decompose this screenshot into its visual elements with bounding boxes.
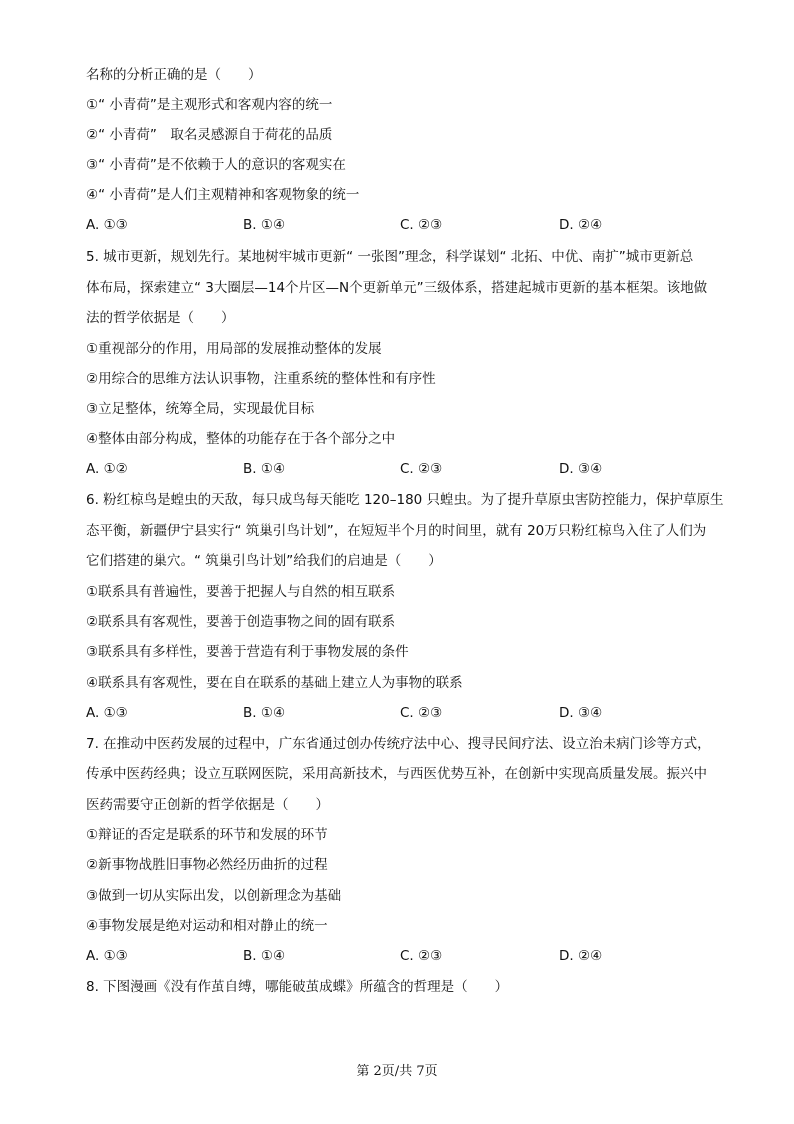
q6-stem-line-2: 态平衡，新疆伊宁县实行“ 筑巢引鸟计划”，在短短半个月的时间里，就有 20万只粉红椋鸟入住了人们为 <box>86 523 707 539</box>
q8-stem-line-1: 8. 下图漫画《没有作茧自缚，哪能破茧成蝶》所蕴含的哲理是（ ） <box>86 979 509 995</box>
q7-option-b: B. ①④ <box>243 948 286 964</box>
q7-stem-line-3: 医药需要守正创新的哲学依据是（ ） <box>86 797 329 813</box>
q6-options <box>86 704 726 722</box>
q5-option-b: B. ①④ <box>243 461 286 477</box>
q7-item-2: ②新事物战胜旧事物必然经历曲折的过程 <box>86 857 328 873</box>
q5-option-d: D. ③④ <box>559 461 603 477</box>
q5-item-2: ②用综合的思维方法认识事物，注重系统的整体性和有序性 <box>86 371 436 387</box>
q4-option-c: C. ②③ <box>400 217 443 233</box>
q7-options <box>86 947 726 965</box>
q7-item-1: ①辩证的否定是联系的环节和发展的环节 <box>86 827 328 843</box>
q5-option-a: A. ①② <box>86 461 128 477</box>
q6-option-d: D. ③④ <box>559 705 603 721</box>
q5-option-c: C. ②③ <box>400 461 443 477</box>
q6-stem-line-1: 6. 粉红椋鸟是蝗虫的天敌，每只成鸟每天能吃 120–180 只蝗虫。为了提升草原虫害防控能力，保护草原生 <box>86 492 724 508</box>
q4-options <box>86 216 726 234</box>
q6-option-b: B. ①④ <box>243 705 286 721</box>
q7-stem-line-1: 7. 在推动中医药发展的过程中，广东省通过创办传统疗法中心、搜寻民间疗法、设立治未病门诊等方式， <box>86 736 711 752</box>
q5-item-3: ③立足整体，统筹全局，实现最优目标 <box>86 401 315 417</box>
q5-item-1: ①重视部分的作用，用局部的发展推动整体的发展 <box>86 341 382 357</box>
q6-item-3: ③联系具有多样性，要善于营造有利于事物发展的条件 <box>86 644 409 660</box>
q7-stem-line-2: 传承中医药经典；设立互联网医院，采用高新技术，与西医优势互补，在创新中实现高质量发展。振兴中 <box>86 766 707 782</box>
q4-item-4: ④“ 小青荷”是人们主观精神和客观物象的统一 <box>86 187 360 203</box>
q6-stem-line-3: 它们搭建的巢穴。“ 筑巢引鸟计划”给我们的启迪是（ ） <box>86 553 442 569</box>
q7-option-d: D. ②④ <box>559 948 603 964</box>
q7-item-4: ④事物发展是绝对运动和相对静止的统一 <box>86 918 328 934</box>
q4-item-1: ①“ 小青荷”是主观形式和客观内容的统一 <box>86 97 333 113</box>
q4-option-a: A. ①③ <box>86 217 128 233</box>
q5-item-4: ④整体由部分构成，整体的功能存在于各个部分之中 <box>86 431 396 447</box>
q7-item-3: ③做到一切从实际出发，以创新理念为基础 <box>86 888 342 904</box>
q6-option-c: C. ②③ <box>400 705 443 721</box>
q4-option-b: B. ①④ <box>243 217 286 233</box>
q6-item-2: ②联系具有客观性，要善于创造事物之间的固有联系 <box>86 614 396 630</box>
q6-item-4: ④联系具有客观性，要在自在联系的基础上建立人为事物的联系 <box>86 675 463 691</box>
q5-options <box>86 460 726 478</box>
q7-option-a: A. ①③ <box>86 948 128 964</box>
q7-option-c: C. ②③ <box>400 948 443 964</box>
page-footer: 第 2页/共 7页 <box>356 1064 438 1079</box>
q4-option-d: D. ②④ <box>559 217 603 233</box>
q5-stem-line-1: 5. 城市更新，规划先行。某地树牢城市更新“ 一张图”理念，科学谋划“ 北拓、中优、南扩”城市更新总 <box>86 249 694 265</box>
q5-stem-line-2: 体布局，探索建立“ 3大圈层—14个片区—N个更新单元”三级体系，搭建起城市更新的基本框架。该地做 <box>86 280 708 296</box>
q4-item-2: ②“ 小青荷” 取名灵感源自于荷花的品质 <box>86 127 333 143</box>
q4-item-3: ③“ 小青荷”是不依赖于人的意识的客观实在 <box>86 157 346 173</box>
q4-stem: 名称的分析正确的是（ ） <box>86 67 262 83</box>
q6-option-a: A. ①③ <box>86 705 128 721</box>
q5-stem-line-3: 法的哲学依据是（ ） <box>86 310 235 326</box>
q6-item-1: ①联系具有普遍性，要善于把握人与自然的相互联系 <box>86 584 396 600</box>
